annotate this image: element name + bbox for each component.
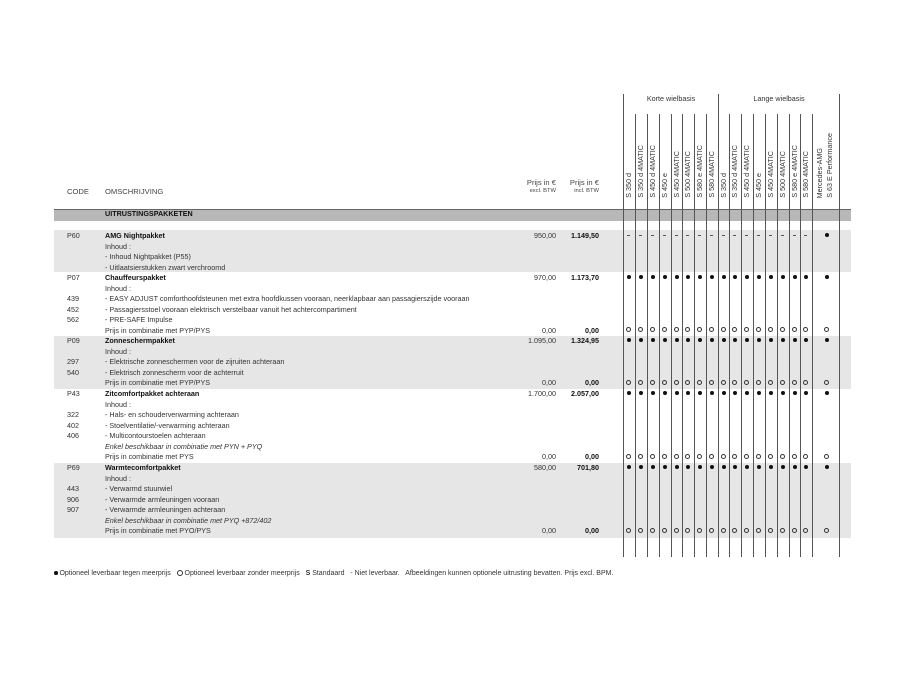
package-name: Chauffeurspakket (105, 273, 166, 282)
optional-free-icon (626, 380, 631, 385)
price-incl: 1.324,95 (571, 336, 599, 345)
model-header-short-3: S 450 d 4MATIC (648, 145, 657, 198)
optional-paid-icon (627, 465, 631, 469)
option-code: 540 (67, 367, 79, 377)
availability-note: Enkel beschikbaar in combinatie met PYN + PYQ (105, 441, 263, 451)
optional-free-icon (709, 454, 714, 459)
package-line: - Inhoud Nightpakket (P55) (105, 252, 191, 261)
optional-free-icon (744, 327, 749, 332)
package-line: - EASY ADJUST comforthoofdsteunen met extra hoofdkussen vooraan, neerklapbaar aan passagierszijde vooraan (105, 294, 470, 303)
optional-free-icon (662, 528, 667, 533)
optional-free-icon (803, 528, 808, 533)
optional-paid-icon (757, 391, 761, 395)
optional-paid-icon (745, 275, 749, 279)
optional-free-icon (697, 380, 702, 385)
optional-paid-icon (675, 338, 679, 342)
combo-line: Prijs in combinatie met PYP/PYS (105, 378, 211, 387)
availability-row-p43 (623, 389, 853, 399)
optional-paid-icon (675, 275, 679, 279)
optional-free-icon (626, 528, 631, 533)
optional-free-icon (638, 528, 643, 533)
package-line: Inhoud : (105, 346, 131, 356)
availability-row-p69-combo (623, 526, 853, 536)
not-available-icon (804, 235, 807, 236)
package-line: - Passagiersstoel vooraan elektrisch verstelbaar vanuit het achtercompartiment (105, 304, 357, 314)
optional-paid-icon (686, 465, 690, 469)
optional-paid-icon (698, 275, 702, 279)
optional-free-icon (732, 380, 737, 385)
optional-paid-icon (769, 391, 773, 395)
optional-paid-icon (686, 275, 690, 279)
optional-free-icon (824, 454, 829, 459)
package-line: Inhoud : (105, 399, 131, 409)
optional-free-icon (744, 528, 749, 533)
model-header-short-4: S 450 e (660, 173, 669, 198)
option-code: 439 (67, 294, 79, 303)
model-header-short-8: S 580 4MATIC (707, 151, 716, 198)
optional-paid-icon (663, 338, 667, 342)
optional-paid-icon (793, 338, 797, 342)
model-header-short-2: S 350 d 4MATIC (636, 145, 645, 198)
optional-free-icon (685, 380, 690, 385)
optional-paid-icon (769, 275, 773, 279)
package-code: P43 (67, 389, 80, 398)
optional-paid-icon (733, 391, 737, 395)
optional-free-icon (792, 380, 797, 385)
not-available-icon (639, 235, 642, 236)
option-code: 406 (67, 431, 79, 440)
optional-paid-icon (651, 465, 655, 469)
price-incl: 2.057,00 (571, 389, 599, 398)
optional-paid-icon (781, 338, 785, 342)
option-code: 402 (67, 420, 79, 430)
combo-line: Prijs in combinatie met PYO/PYS (105, 526, 211, 535)
optional-free-icon (638, 380, 643, 385)
package-line: Inhoud : (105, 241, 131, 251)
price-incl: 1.173,70 (571, 273, 599, 282)
optional-free-icon (674, 454, 679, 459)
optional-free-icon (732, 528, 737, 533)
optional-paid-icon (825, 338, 829, 342)
optional-free-icon (685, 528, 690, 533)
optional-paid-icon (710, 465, 714, 469)
long-wheelbase-group-header: Lange wielbasis (753, 94, 805, 103)
optional-free-icon (674, 327, 679, 332)
availability-row-p43-combo (623, 452, 853, 462)
combo-price-incl: 0,00 (585, 378, 599, 387)
optional-paid-icon (639, 338, 643, 342)
optional-free-icon (650, 528, 655, 533)
optional-free-icon (662, 454, 667, 459)
optional-free-icon (697, 327, 702, 332)
package-line: - Hals- en schouderverwarming achteraan (105, 410, 239, 419)
price-excl-header: Prijs in € (526, 178, 556, 187)
optional-paid-icon (663, 465, 667, 469)
optional-free-icon (756, 380, 761, 385)
optional-paid-icon (627, 391, 631, 395)
optional-paid-icon (722, 391, 726, 395)
optional-free-icon (803, 380, 808, 385)
optional-free-icon (721, 454, 726, 459)
not-available-icon (733, 235, 736, 236)
optional-free-icon (744, 454, 749, 459)
optional-paid-icon (710, 391, 714, 395)
short-wheelbase-group-header: Korte wielbasis (646, 94, 696, 103)
optional-paid-icon (781, 391, 785, 395)
package-code: P69 (67, 463, 80, 472)
optional-free-icon (697, 528, 702, 533)
optional-paid-icon (757, 465, 761, 469)
optional-free-icon (732, 327, 737, 332)
optional-paid-icon (651, 338, 655, 342)
optional-paid-icon (651, 275, 655, 279)
optional-paid-icon (686, 391, 690, 395)
optional-free-icon (626, 327, 631, 332)
optional-free-icon (732, 454, 737, 459)
model-header-long-7: S 580 e 4MATIC (790, 145, 799, 198)
optional-paid-icon (675, 391, 679, 395)
package-name: AMG Nightpakket (105, 231, 165, 240)
price-excl-subheader: excl. BTW (529, 188, 556, 194)
not-available-icon (793, 235, 796, 236)
not-available-icon (781, 235, 784, 236)
optional-free-icon (177, 570, 183, 576)
description-column-header: OMSCHRIJVING (105, 187, 164, 196)
optional-paid-icon (698, 391, 702, 395)
combo-price-incl: 0,00 (585, 526, 599, 535)
optional-paid-icon (804, 338, 808, 342)
option-code: 443 (67, 484, 79, 493)
optional-free-icon (756, 327, 761, 332)
optional-paid-icon (793, 465, 797, 469)
section-title: UITRUSTINGSPAKKETEN (105, 209, 193, 218)
standard-icon: S (305, 570, 311, 577)
legend-optional-paid: Optioneel leverbaar tegen meerprijs (59, 570, 171, 577)
optional-paid-icon (663, 275, 667, 279)
optional-free-icon (721, 528, 726, 533)
optional-free-icon (780, 380, 785, 385)
not-available-icon (698, 235, 701, 236)
price-excl: 1.700,00 (528, 389, 556, 398)
not-available-icon (627, 235, 630, 236)
model-header-long-2: S 350 d 4MATIC (730, 145, 739, 198)
model-header-amg-line1: Mercedes-AMG (815, 147, 824, 198)
package-line: - Verwarmde armleuningen achteraan (105, 505, 226, 514)
optional-paid-icon (733, 465, 737, 469)
optional-paid-icon (698, 465, 702, 469)
combo-line: Prijs in combinatie met PYS (105, 452, 194, 461)
optional-free-icon (768, 454, 773, 459)
optional-free-icon (721, 327, 726, 332)
model-header-long-4: S 450 e (754, 173, 763, 198)
model-header-long-5: S 450 4MATIC (766, 151, 775, 198)
combo-price-incl: 0,00 (585, 452, 599, 461)
package-line: - PRE-SAFE Impulse (105, 315, 173, 324)
optional-paid-icon (825, 275, 829, 279)
optional-paid-icon (825, 465, 829, 469)
combo-price-excl: 0,00 (542, 452, 556, 461)
availability-row-p69 (623, 463, 853, 473)
optional-paid-icon (745, 338, 749, 342)
optional-paid-icon (733, 338, 737, 342)
optional-paid-icon (733, 275, 737, 279)
package-line: - Stoelventilatie/-verwarming achteraan (105, 420, 230, 430)
optional-paid-icon (804, 465, 808, 469)
price-excl: 580,00 (534, 463, 556, 472)
optional-free-icon (697, 454, 702, 459)
optional-free-icon (792, 454, 797, 459)
optional-paid-icon (804, 391, 808, 395)
price-incl-subheader: incl. BTW (574, 188, 599, 194)
optional-free-icon (792, 528, 797, 533)
package-line: Inhoud : (105, 473, 131, 483)
package-line: - Elektrisch zonnescherm voor de achterruit (105, 367, 244, 377)
option-code: 297 (67, 357, 79, 366)
optional-paid-icon (651, 391, 655, 395)
option-code: 322 (67, 410, 79, 419)
model-header-short-7: S 580 e 4MATIC (695, 145, 704, 198)
optional-free-icon (744, 380, 749, 385)
package-line: - Verwarmd stuurwiel (105, 484, 173, 493)
optional-paid-icon (825, 233, 829, 237)
price-excl: 970,00 (534, 273, 556, 282)
optional-paid-icon (793, 275, 797, 279)
option-code: 906 (67, 494, 79, 504)
optional-free-icon (662, 327, 667, 332)
optional-free-icon (638, 327, 643, 332)
not-available-icon (663, 235, 666, 236)
optional-paid-icon (722, 338, 726, 342)
not-available-icon (675, 235, 678, 236)
optional-paid-icon (698, 338, 702, 342)
price-incl-header: Prijs in € (569, 178, 599, 187)
optional-free-icon (768, 380, 773, 385)
option-code: 907 (67, 505, 79, 514)
legend-not-available: - Niet leverbaar. (350, 570, 400, 577)
model-header-long-8: S 580 4MATIC (801, 151, 810, 198)
optional-paid-icon (710, 338, 714, 342)
optional-paid-icon (722, 275, 726, 279)
availability-row-p07-combo (623, 326, 853, 336)
optional-free-icon (756, 454, 761, 459)
model-header-short-6: S 500 4MATIC (683, 151, 692, 198)
package-line: Inhoud : (105, 283, 131, 293)
availability-note: Enkel beschikbaar in combinatie met PYQ +872/402 (105, 515, 272, 525)
optional-paid-icon (663, 391, 667, 395)
optional-free-icon (780, 327, 785, 332)
option-code: 562 (67, 315, 79, 324)
optional-paid-icon (745, 465, 749, 469)
optional-free-icon (709, 327, 714, 332)
optional-free-icon (662, 380, 667, 385)
optional-free-icon (768, 327, 773, 332)
optional-free-icon (650, 380, 655, 385)
availability-row-p07 (623, 273, 853, 283)
package-line: - Uitlaatsierstukken zwart verchroomd (105, 262, 226, 272)
not-available-icon (651, 235, 654, 236)
optional-free-icon (792, 327, 797, 332)
optional-free-icon (803, 454, 808, 459)
not-available-icon (710, 235, 713, 236)
package-line: - Verwarmde armleuningen vooraan (105, 494, 220, 504)
optional-paid-icon (722, 465, 726, 469)
optional-paid-icon (54, 571, 58, 575)
optional-paid-icon (757, 338, 761, 342)
model-header-long-6: S 500 4MATIC (778, 151, 787, 198)
package-line: - Elektrische zonneschermen voor de zijruiten achteraan (105, 357, 285, 366)
optional-free-icon (721, 380, 726, 385)
optional-paid-icon (675, 465, 679, 469)
not-available-icon (757, 235, 760, 236)
package-code: P07 (67, 273, 80, 282)
availability-row-p09-combo (623, 378, 853, 388)
optional-paid-icon (710, 275, 714, 279)
optional-free-icon (685, 327, 690, 332)
optional-free-icon (674, 380, 679, 385)
not-available-icon (722, 235, 725, 236)
optional-free-icon (803, 327, 808, 332)
package-code: P09 (67, 336, 80, 345)
legend (54, 570, 613, 577)
not-available-icon (769, 235, 772, 236)
option-code: 452 (67, 304, 79, 314)
optional-paid-icon (825, 391, 829, 395)
optional-paid-icon (639, 391, 643, 395)
price-excl: 1.095,00 (528, 336, 556, 345)
package-name: Zonneschermpakket (105, 336, 175, 345)
price-incl: 701,80 (577, 463, 599, 472)
optional-paid-icon (769, 338, 773, 342)
legend-note: Afbeeldingen kunnen optionele uitrusting bevatten. Prijs excl. BPM. (405, 570, 614, 577)
not-available-icon (686, 235, 689, 236)
optional-paid-icon (781, 465, 785, 469)
optional-free-icon (780, 454, 785, 459)
optional-free-icon (824, 327, 829, 332)
not-available-icon (745, 235, 748, 236)
optional-paid-icon (804, 275, 808, 279)
optional-free-icon (638, 454, 643, 459)
optional-paid-icon (757, 275, 761, 279)
optional-paid-icon (745, 391, 749, 395)
optional-free-icon (756, 528, 761, 533)
combo-price-excl: 0,00 (542, 325, 556, 335)
optional-paid-icon (627, 338, 631, 342)
model-header-long-3: S 450 d 4MATIC (742, 145, 751, 198)
optional-paid-icon (769, 465, 773, 469)
legend-standard: Standaard (312, 570, 345, 577)
optional-paid-icon (627, 275, 631, 279)
optional-paid-icon (781, 275, 785, 279)
optional-free-icon (709, 380, 714, 385)
package-name: Warmtecomfortpakket (105, 463, 181, 472)
price-excl: 950,00 (534, 231, 556, 240)
optional-free-icon (768, 528, 773, 533)
availability-row-p09 (623, 336, 853, 346)
package-line: - Multicontourstoelen achteraan (105, 431, 206, 440)
legend-optional-free: Optioneel leverbaar zonder meerprijs (184, 570, 300, 577)
optional-free-icon (685, 454, 690, 459)
combo-price-excl: 0,00 (542, 526, 556, 535)
package-name: Zitcomfortpakket achteraan (105, 389, 200, 398)
optional-free-icon (674, 528, 679, 533)
optional-paid-icon (639, 275, 643, 279)
optional-free-icon (824, 380, 829, 385)
model-header-short-1: S 350 d (624, 173, 633, 198)
optional-free-icon (650, 327, 655, 332)
model-header-short-5: S 450 4MATIC (672, 151, 681, 198)
optional-free-icon (780, 528, 785, 533)
combo-line: Prijs in combinatie met PYP/PYS (105, 325, 211, 335)
optional-free-icon (824, 528, 829, 533)
optional-free-icon (650, 454, 655, 459)
availability-row-p60 (623, 231, 853, 241)
optional-paid-icon (639, 465, 643, 469)
model-header-long-1: S 350 d (719, 173, 728, 198)
optional-free-icon (626, 454, 631, 459)
code-column-header: CODE (67, 187, 89, 196)
package-code: P60 (67, 231, 80, 240)
optional-free-icon (709, 528, 714, 533)
model-header-amg-line2: S 63 E Performance (825, 133, 834, 198)
optional-paid-icon (686, 338, 690, 342)
optional-paid-icon (793, 391, 797, 395)
price-incl: 1.149,50 (571, 231, 599, 240)
combo-price-excl: 0,00 (542, 378, 556, 387)
combo-price-incl: 0,00 (585, 325, 599, 335)
